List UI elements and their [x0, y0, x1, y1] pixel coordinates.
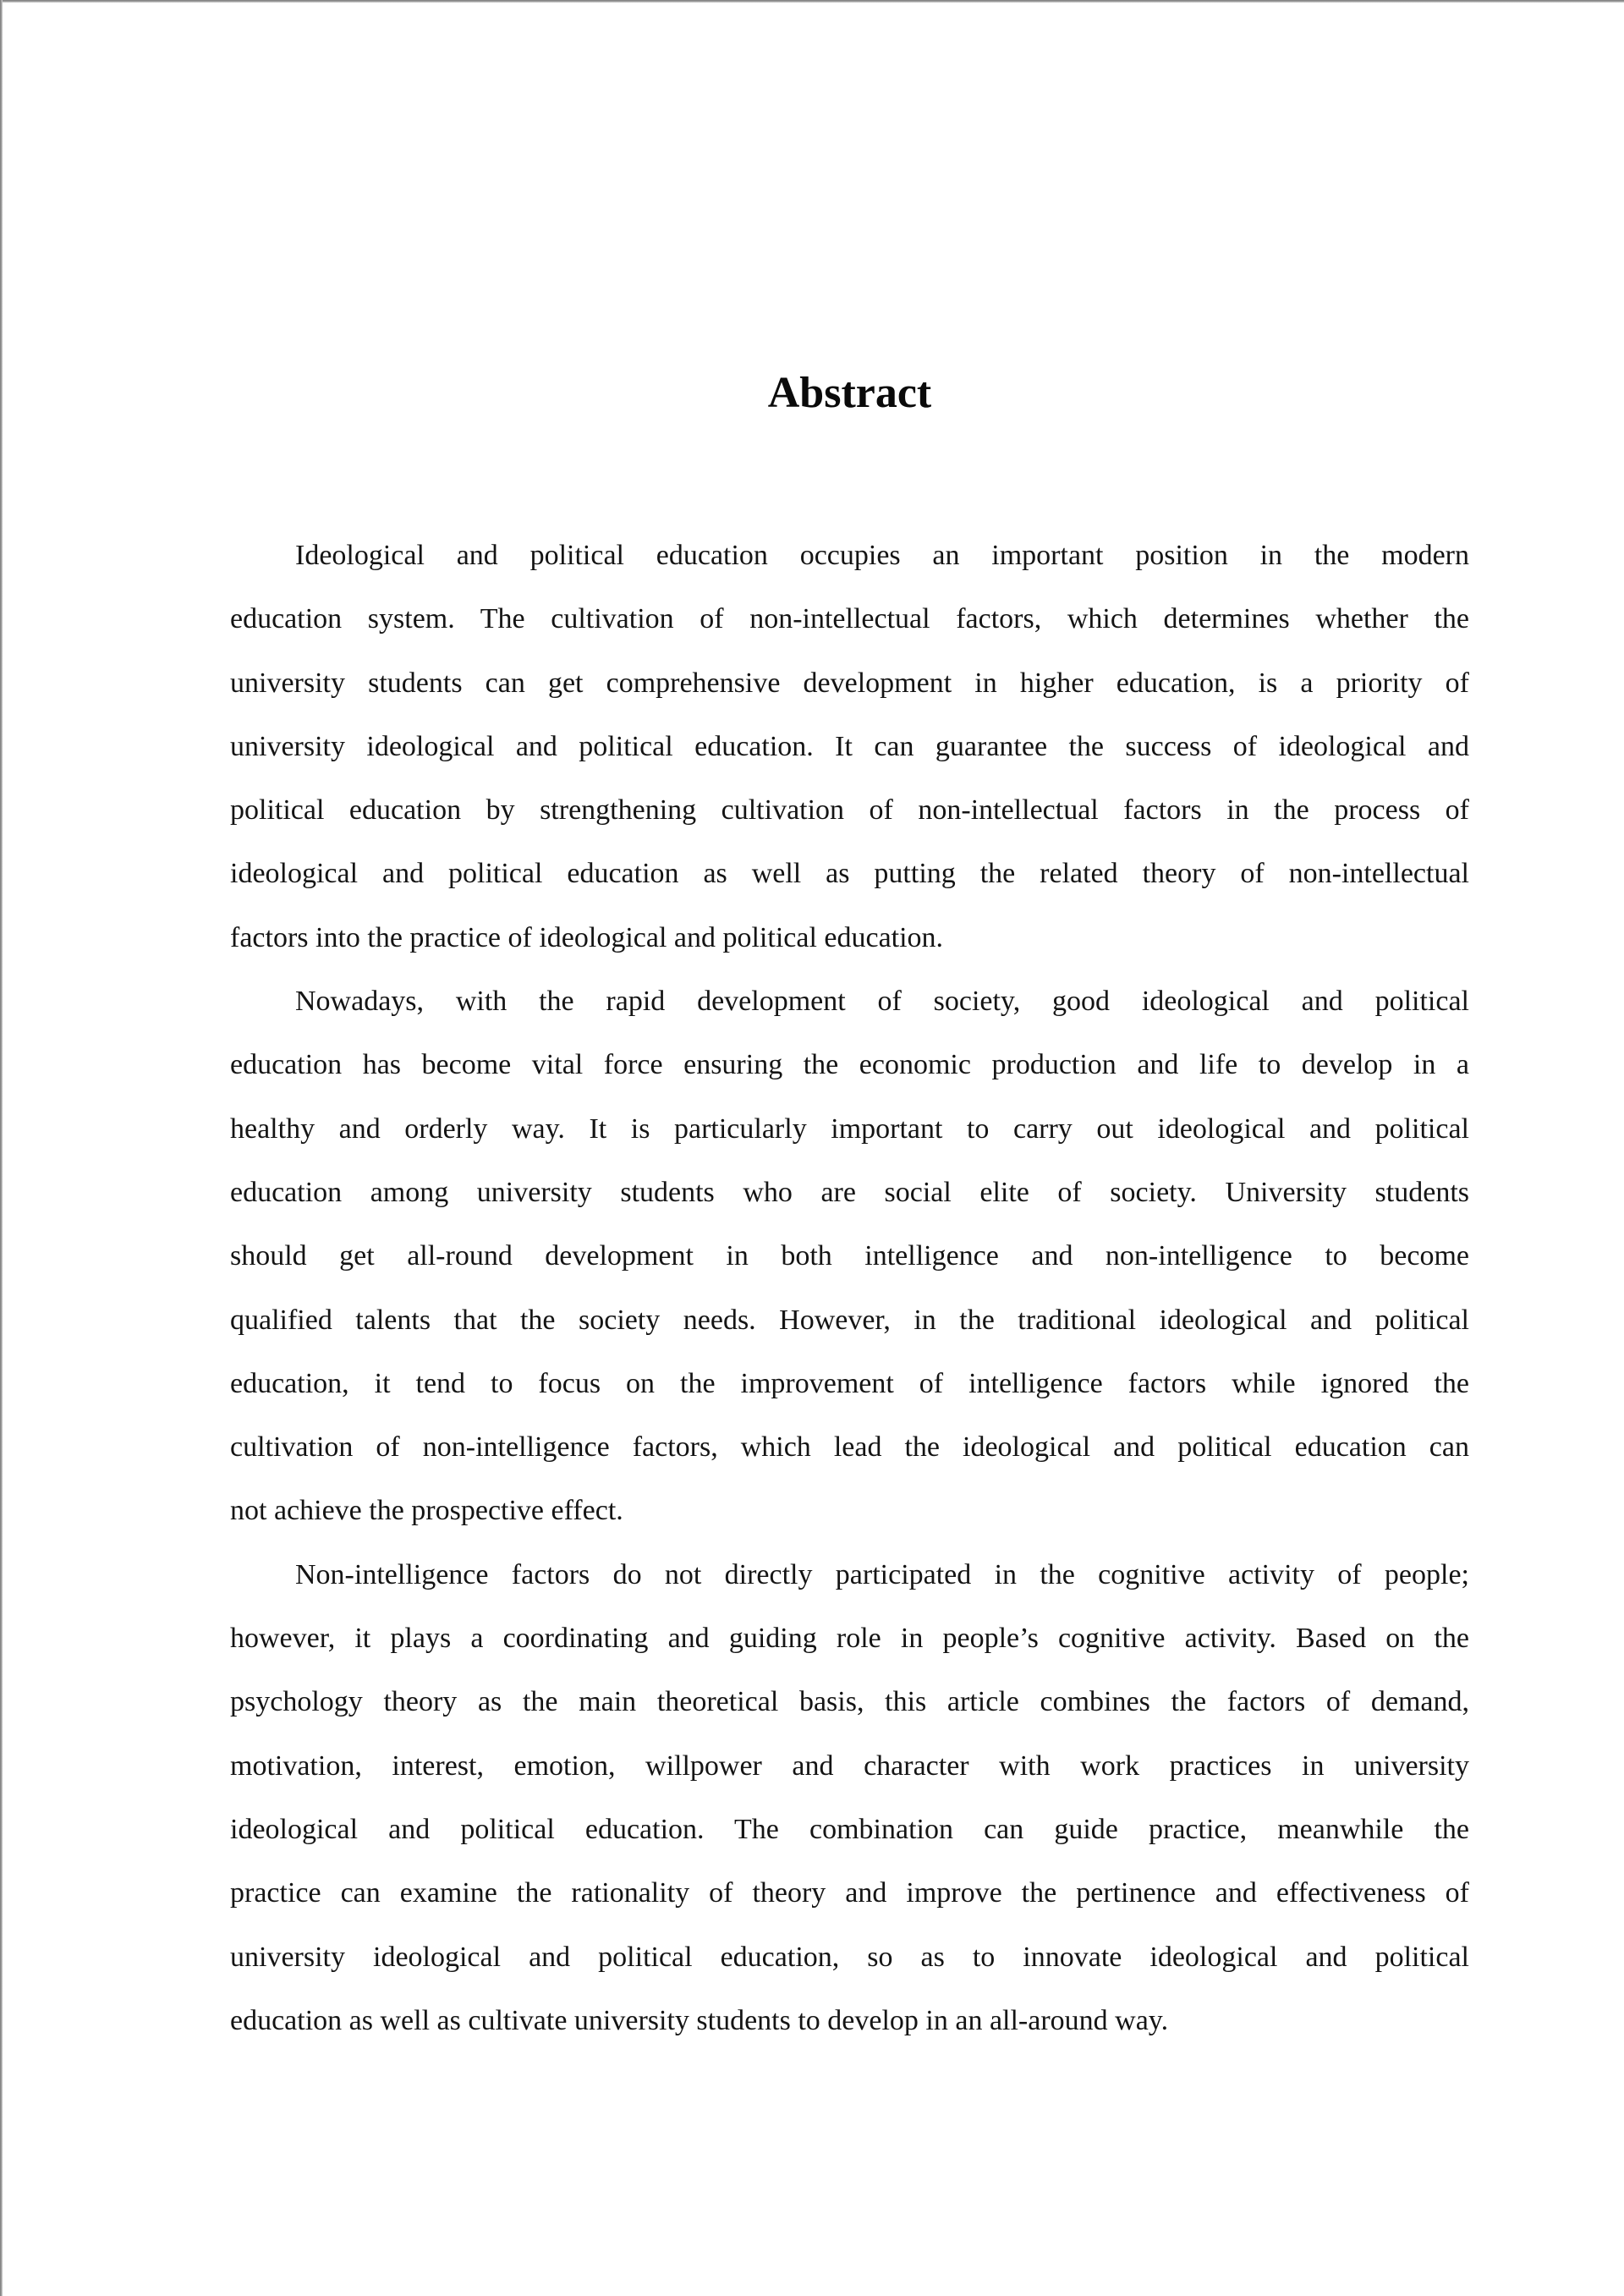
page-border-left [0, 0, 3, 2296]
text-line: factors into the practice of ideological and political education. [230, 921, 944, 953]
paragraph-1 [230, 524, 1469, 969]
text-line: practice can examine the rationality of theory and improve the pertinence and effectiveness of [230, 1877, 1469, 1909]
text-line: university ideological and political education. It can guarantee the success of ideological and [230, 730, 1469, 762]
text-line: education, it tend to focus on the improvement of intelligence factors while ignored the [230, 1367, 1469, 1399]
paragraph-3 [230, 1543, 1469, 2052]
text-line: Ideological and political education occupies an important position in the modern [295, 540, 1469, 571]
text-line: psychology theory as the main theoretical basis, this article combines the factors of demand, [230, 1686, 1469, 1718]
text-line: qualified talents that the society needs. However, in the traditional ideological and political [230, 1304, 1469, 1336]
text-line: university students can get comprehensive development in higher education, is a priority of [230, 667, 1469, 699]
text-line: however, it plays a coordinating and guiding role in people’s cognitive activity. Based on the [230, 1623, 1469, 1655]
text-line: not achieve the prospective effect. [230, 1495, 623, 1527]
text-line: Non-intelligence factors do not directly participated in the cognitive activity of people; [295, 1558, 1469, 1590]
text-line: political education by strengthening cultivation of non-intellectual factors in the process of [230, 794, 1469, 827]
text-line: education among university students who are social elite of society. University students [230, 1176, 1469, 1208]
text-line: cultivation of non-intelligence factors, which lead the ideological and political education can [230, 1431, 1469, 1464]
page-border-top [0, 0, 1624, 3]
text-line: motivation, interest, emotion, willpower and character with work practices in university [230, 1749, 1469, 1782]
page-title: Abstract [767, 369, 932, 417]
text-line: should get all-round development in both intelligence and non-intelligence to become [230, 1240, 1469, 1272]
abstract-body [230, 524, 1469, 2052]
text-line: education as well as cultivate university students to develop in an all-around way. [230, 2004, 1169, 2036]
paragraph-2 [230, 969, 1469, 1543]
text-line: education system. The cultivation of non-intellectual factors, which determines whether the [230, 603, 1469, 635]
text-line: ideological and political education as well as putting the related theory of non-intellectual [230, 858, 1469, 890]
text-line: Nowadays, with the rapid development of society, good ideological and political [295, 986, 1469, 1018]
text-line: education has become vital force ensuring the economic production and life to develop in a [230, 1049, 1469, 1081]
text-line: university ideological and political education, so as to innovate ideological and political [230, 1941, 1469, 1973]
text-line: ideological and political education. The combination can guide practice, meanwhile the [230, 1813, 1469, 1845]
text-line: healthy and orderly way. It is particularly important to carry out ideological and political [230, 1112, 1469, 1145]
